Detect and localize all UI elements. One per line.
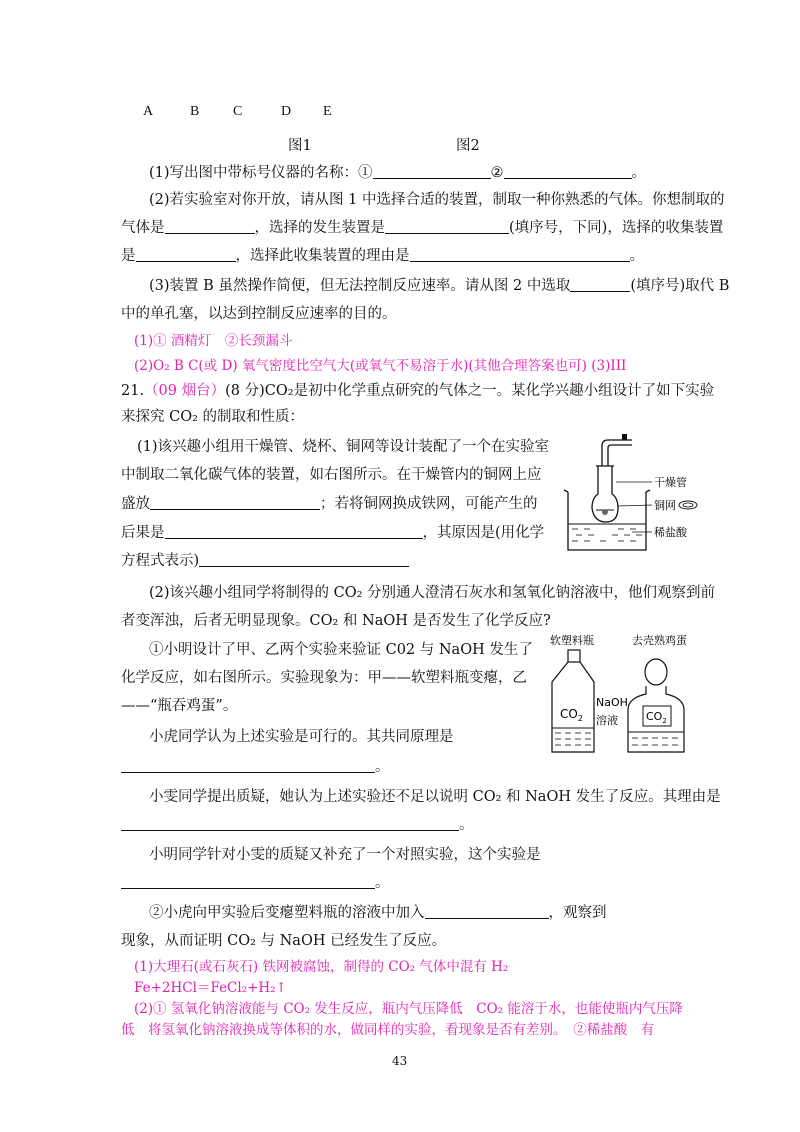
answer-20-line-1: (1)① 酒精灯 ②长颈漏斗 (134, 333, 293, 349)
answer-blank (504, 164, 632, 179)
fig2-caption: 图2 (456, 138, 480, 154)
answer-blank (121, 874, 375, 889)
q21-s1-line-3: ——“瓶吞鸡蛋”。 (121, 698, 238, 714)
answer-21-line-4: 低 将氢氧化钠溶液换成等体积的水，做同样的实验，看现象是否有差别。 ②稀盐酸 有 (121, 1022, 655, 1038)
answer-blank (121, 758, 375, 773)
answer-21-line-1: (1)大理石(或石灰石) 铁网被腐蚀，制得的 CO₂ 气体中混有 H₂ (134, 959, 509, 975)
q21-s1-line-2: 化学反应，如右图所示。实验现象为：甲——软塑料瓶变瘪，乙 (121, 670, 527, 686)
fig-letter-a: A (143, 104, 154, 119)
fig-letter-c: C (233, 104, 243, 119)
q3-line-2: 中的单孔塞，以达到控制反应速率的目的。 (121, 306, 397, 322)
q21-s2-line-1: ②小虎向甲实验后变瘪塑料瓶的溶液中加入 ，观察到 (149, 905, 607, 921)
label-dilute-hcl: 稀盐酸 (654, 526, 687, 539)
label-co2-left: $CO_2$ (560, 707, 583, 723)
label-solution: 溶液 (596, 714, 618, 727)
answer-blank (165, 524, 423, 539)
q21-line-2: 来探究 CO₂ 的制取和性质： (121, 409, 305, 425)
fig1-caption: 图1 (288, 138, 312, 154)
answer-blank (121, 816, 459, 831)
label-soft-plastic-bottle: 软塑料瓶 (550, 634, 594, 647)
q2-line-3: 是 ，选择此收集装置的理由是 。 (121, 248, 644, 264)
q21-s1-line-6-blank: 。 (121, 873, 390, 893)
q21-p1-line-5: 方程式表示) (121, 551, 409, 571)
answer-blank (385, 219, 509, 234)
fig-letter-d: D (281, 104, 292, 119)
q2-line-1: (2)若实验室对你开放，请从图 1 中选择合适的装置，制取一种你熟悉的气体。你想制取的 (149, 192, 725, 208)
q1-text: (1)写出图中带标号仪器的名称：① (149, 165, 373, 181)
q1-end: 。 (631, 165, 647, 181)
q21-p1-line-4: 后果是 ，其原因是(用化学 (121, 525, 545, 541)
answer-21-line-3: (2)① 氢氧化钠溶液能与 CO₂ 发生反应，瓶内气压降低 CO₂ 能溶于水，也能使瓶内气压降 (134, 1001, 683, 1017)
q21-s1-line-5: 小雯同学提出质疑，她认为上述实验还不足以说明 CO₂ 和 NaOH 发生了反应。其理由是 (149, 789, 721, 805)
q2-line-2: 气体是 ，选择的发生装置是 (填序号，下同)，选择的收集装置 (121, 220, 724, 236)
q1-mid: ② (490, 165, 504, 181)
answer-blank (199, 552, 409, 567)
q21-s1-line-4: 小虎同学认为上述实验是可行的。其共同原理是 (149, 729, 454, 745)
q21-p1-line-2: 中制取二氧化碳气体的装置，如右图所示。在干燥管内的铜网上应 (121, 467, 542, 483)
label-co2-right: $CO_2$ (646, 710, 667, 725)
page-number: 43 (392, 1054, 408, 1068)
answer-20-line-2: (2)O₂ B C(或 D) 氧气密度比空气大(或氧气不易溶于水)(其他合理答案也可) (3)III (134, 358, 627, 374)
q21-line-1: 21.（09 烟台）(8 分)CO₂是初中化学重点研究的气体之一。某化学兴趣小组设计了如下实验 (121, 383, 715, 399)
q21-s1-line-5-blank: 。 (121, 815, 474, 835)
answer-blank (425, 904, 549, 919)
bottle-egg-experiment-figure (538, 632, 698, 757)
q21-source: （09 烟台） (144, 383, 226, 399)
label-naoh: NaOH (596, 696, 628, 709)
label-copper-mesh: 铜网 (654, 499, 676, 512)
q21-p2-line-1: (2)该兴趣小组同学将制得的 CO₂ 分别通人澄清石灰水和氢氧化钠溶液中，他们观察到前 (149, 585, 716, 601)
answer-blank (136, 247, 236, 262)
q21-s1-line-6: 小明同学针对小雯的质疑又补充了一个对照实验，这个实验是 (149, 847, 541, 863)
label-shelled-egg: 去壳熟鸡蛋 (632, 634, 687, 647)
q21-s2-line-2: 现象，从而证明 CO₂ 与 NaOH 已经发生了反应。 (121, 933, 447, 949)
answer-blank (165, 219, 255, 234)
q3-line-1: (3)装置 B 虽然操作简便，但无法控制反应速率。请从图 2 中选取 (填序号)取代 B (149, 278, 730, 294)
q21-p2-line-2: 者变浑浊，后者无明显现象。CO₂ 和 NaOH 是否发生了化学反应? (121, 613, 551, 629)
q21-s1-line-1: ①小明设计了甲、乙两个实验来验证 C02 与 NaOH 发生了 (149, 642, 533, 658)
fig-letter-e: E (323, 104, 332, 119)
fig-letter-b: B (190, 104, 200, 119)
answer-blank (150, 495, 320, 510)
answer-blank (570, 277, 630, 292)
q21-number: 21. (121, 383, 145, 399)
answer-blank (373, 164, 491, 179)
label-drying-tube: 干燥管 (654, 476, 687, 489)
q1-line (149, 163, 646, 183)
drying-tube-apparatus-figure (552, 432, 702, 557)
answer-blank (410, 247, 630, 262)
q21-s1-line-4-blank: 。 (121, 757, 390, 777)
answer-21-line-2: Fe+2HCl＝FeCl₂+H₂↑ (134, 980, 287, 996)
q21-p1-line-3: 盛放 ；若将铜网换成铁网，可能产生的 (121, 496, 538, 512)
q21-p1-line-1: (1)该兴趣小组用干燥管、烧杯、铜网等设计装配了一个在实验室 (137, 439, 550, 455)
